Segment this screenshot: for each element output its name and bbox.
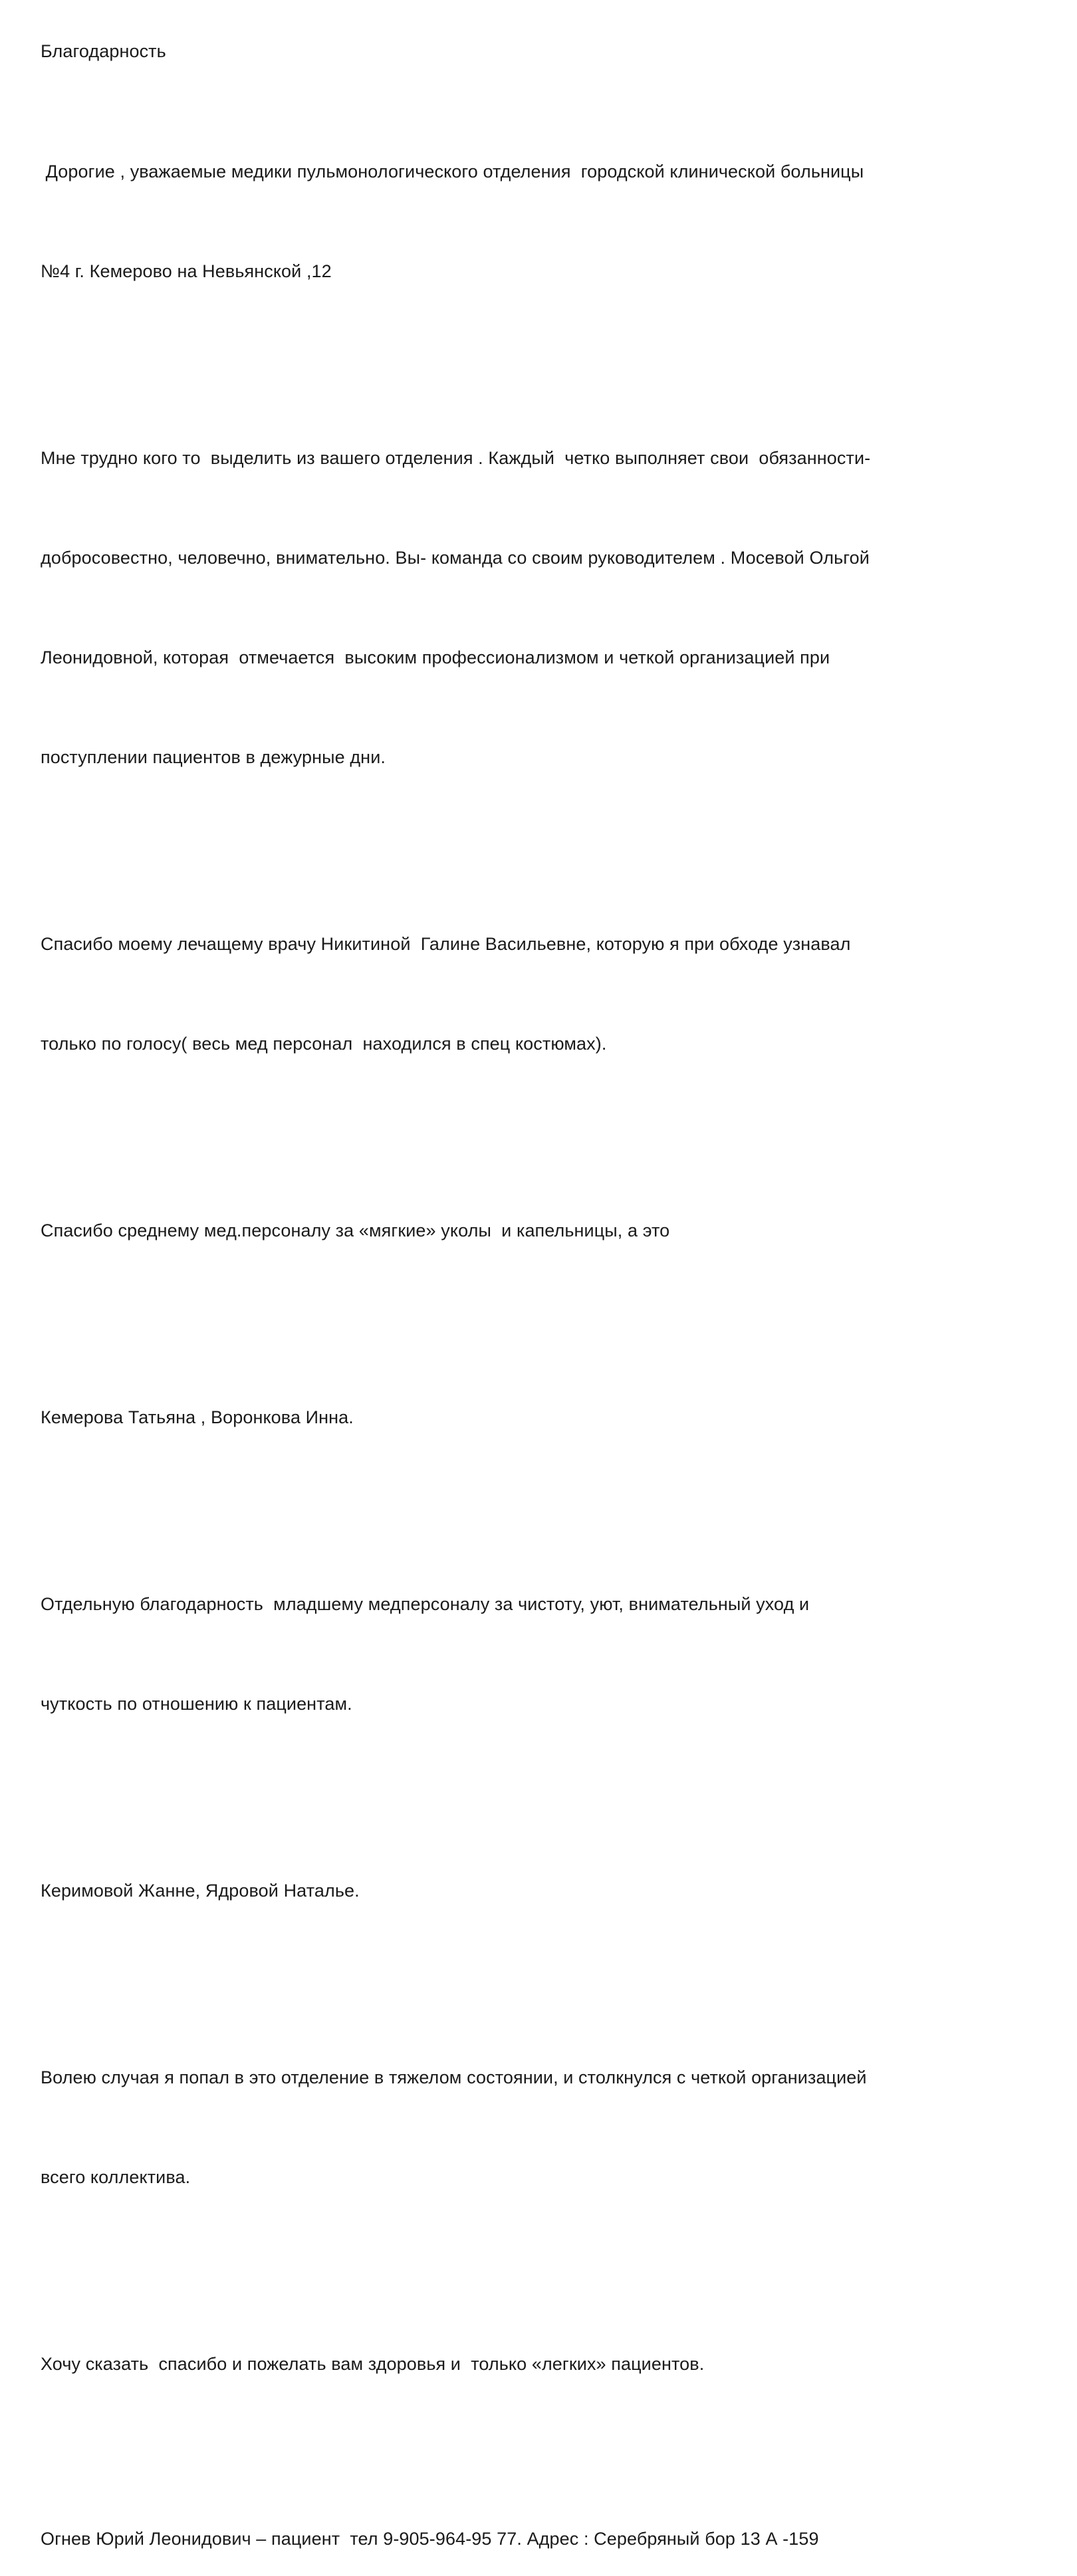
paragraph-doctor	[41, 861, 1038, 1127]
text-line: всего коллектива.	[41, 2167, 191, 2187]
text-line: Спасибо среднему мед.персоналу за «мягкие» уколы и капельницы, а это	[41, 1221, 670, 1240]
paragraph-nurse-names	[41, 1334, 1038, 1500]
text-line: Кемерова Татьяна , Воронкова Инна.	[41, 1407, 354, 1427]
text-line: Хочу сказать спасибо и пожелать вам здоровья и только «легких» пациентов.	[41, 2354, 705, 2374]
paragraph-wishes	[41, 2281, 1038, 2447]
text-line: чуткость по отношению к пациентам.	[41, 1694, 352, 1714]
text-line: Керимовой Жанне, Ядровой Наталье.	[41, 1881, 360, 1901]
text-line: только по голосу( весь мед персонал находился в спец костюмах).	[41, 1034, 607, 1054]
paragraph-junior-names	[41, 1808, 1038, 1974]
paragraph-junior-staff	[41, 1521, 1038, 1787]
letter-page	[41, 35, 1038, 2576]
paragraph-circumstances	[41, 1994, 1038, 2260]
text-line: Мне трудно кого то выделить из вашего отделения . Каждый четко выполняет свои обязанности-	[41, 448, 871, 468]
text-line: Леонидовной, которая отмечается высоким профессионализмом и четкой организацией при	[41, 647, 830, 667]
letter-title: Благодарность	[41, 41, 166, 61]
signature-line: Огнев Юрий Леонидович – пациент тел 9-905-964-95 77. Адрес : Серебряный бор 13 А -159	[41, 2529, 819, 2549]
text-line: №4 г. Кемерово на Невьянской ,12	[41, 261, 332, 281]
text-line: Отдельную благодарность младшему медперсоналу за чистоту, уют, внимательный уход и	[41, 1594, 810, 1614]
text-line: поступлении пациентов в дежурные дни.	[41, 747, 386, 767]
blank-space	[41, 2468, 1038, 2522]
text-line: Спасибо моему лечащему врачу Никитиной Галине Васильевне, которую я при обходе узнавал	[41, 934, 851, 954]
text-line: Волею случая я попал в это отделение в тяжелом состоянии, и столкнулся с четкой организацией	[41, 2067, 867, 2087]
paragraph-nurses	[41, 1147, 1038, 1314]
text-line: добросовестно, человечно, внимательно. Вы- команда со своим руководителем . Мосевой Ольгой	[41, 548, 870, 568]
paragraph-department	[41, 375, 1038, 840]
text-line: Дорогие , уважаемые медики пульмонологического отделения городской клинической больницы	[41, 162, 864, 181]
paragraph-greeting	[41, 88, 1038, 354]
